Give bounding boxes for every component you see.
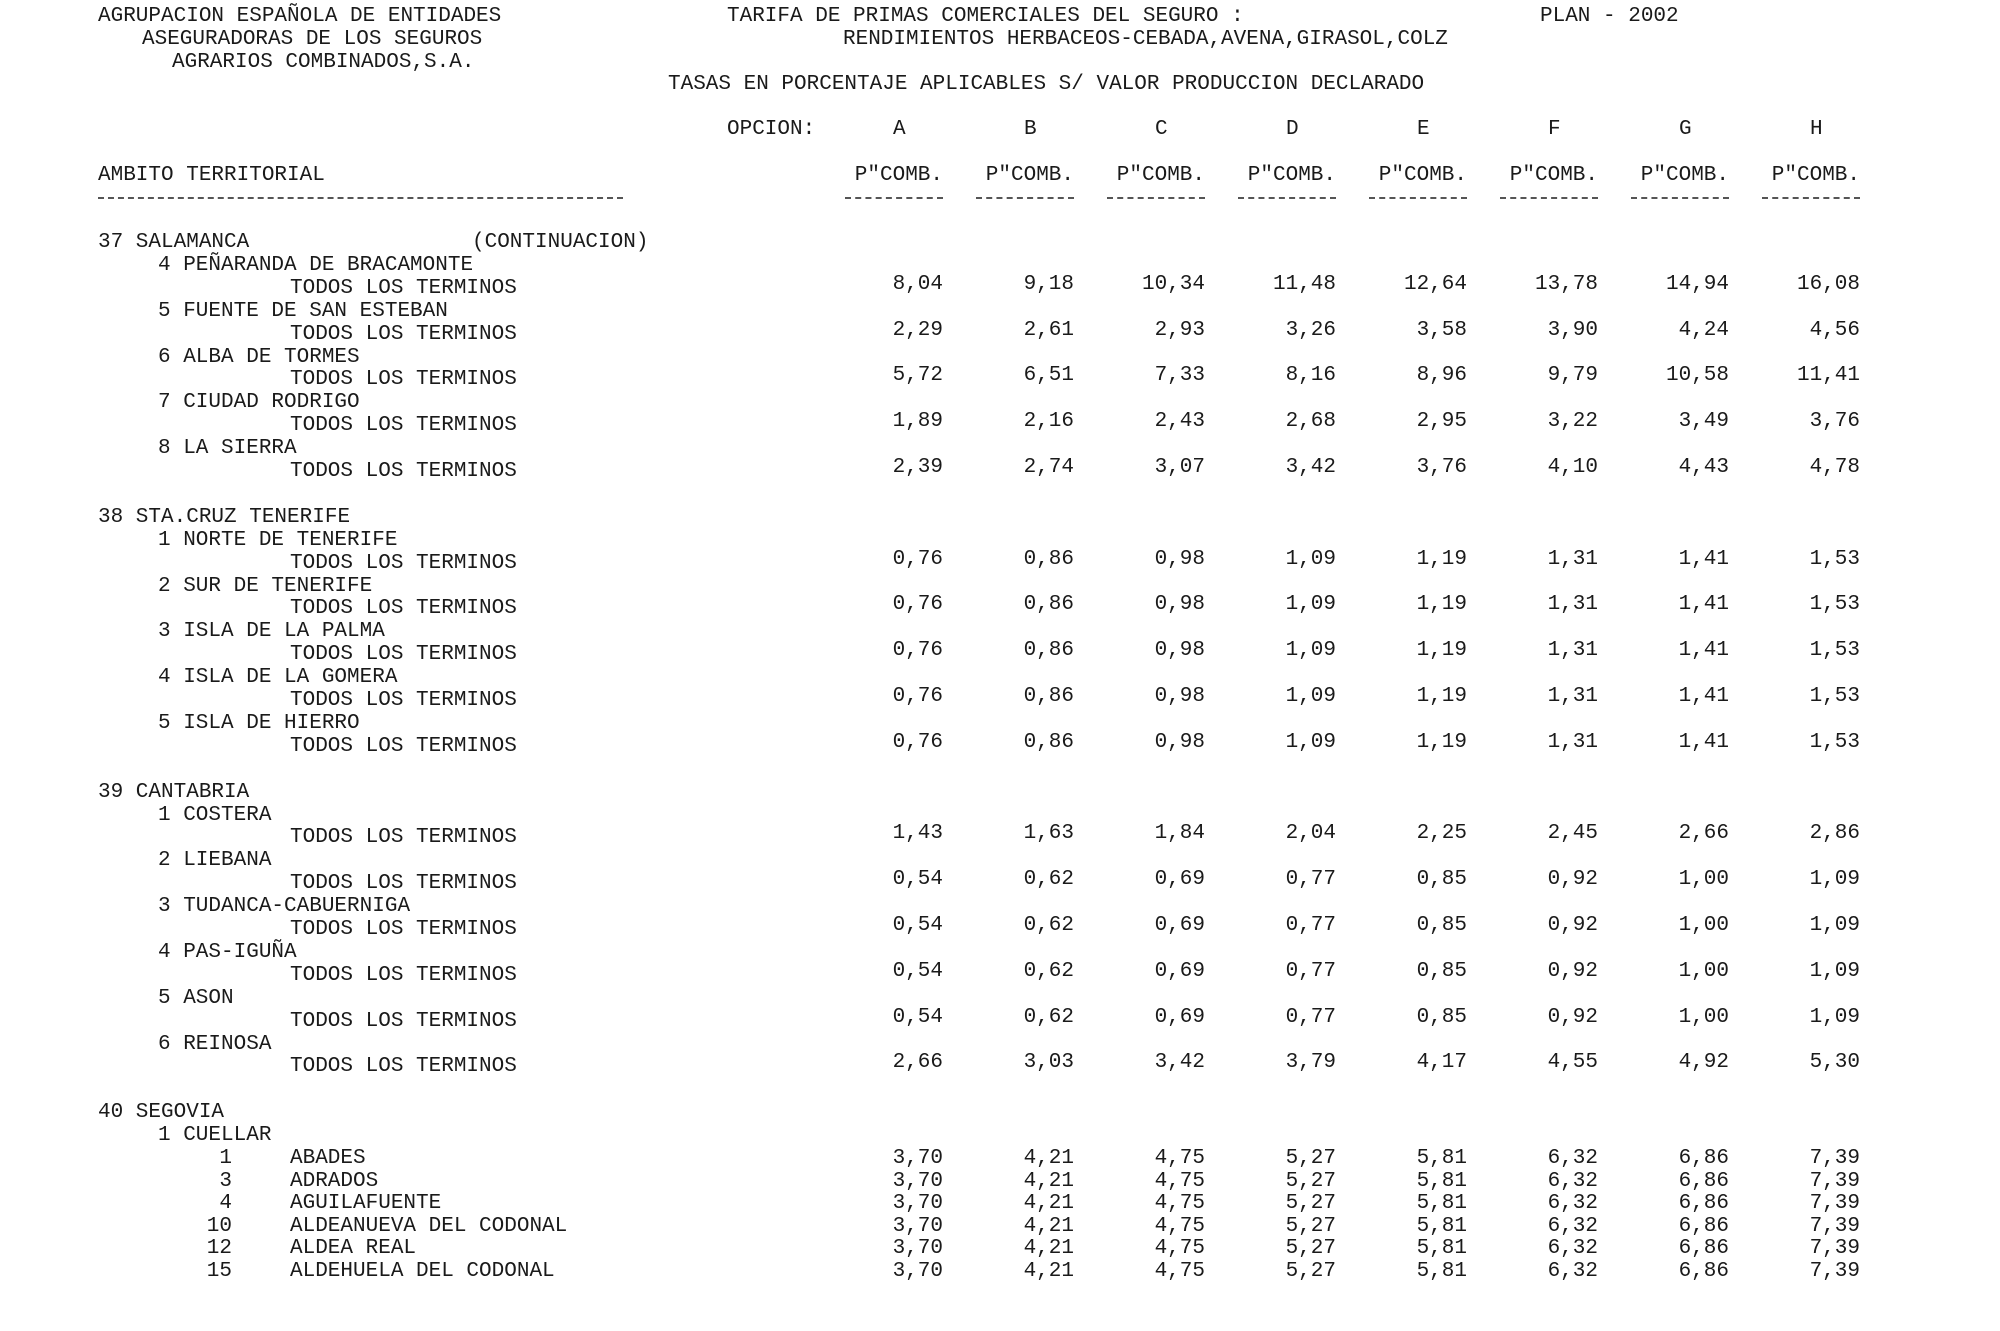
rate-c: 4,75 [1154,1237,1205,1261]
rate-b: 6,51 [1023,364,1074,388]
rate-a: 3,70 [892,1147,943,1170]
municipality-name: ALDEANUEVA DEL CODONAL [290,1214,568,1238]
rate-c: 0,69 [1154,914,1205,937]
rate-h: 1,53 [1809,593,1860,617]
rate-g: 14,94 [1665,272,1729,296]
rate-f: 6,32 [1547,1237,1598,1261]
rate-b: 4,21 [1023,1260,1074,1283]
rate-g: 6,86 [1678,1237,1729,1261]
rate-a: 3,70 [892,1169,943,1193]
comarca-heading: 1 NORTE DE TENERIFE [158,528,398,552]
org-name-line3: AGRARIOS COMBINADOS,S.A. [172,51,475,74]
rate-e: 2,25 [1416,822,1467,846]
rate-g: 6,86 [1678,1192,1729,1216]
option-letter-b: B [1024,118,1037,141]
rate-c: 0,69 [1154,1005,1205,1029]
rate-d: 5,27 [1285,1214,1336,1238]
rate-a: 3,70 [892,1192,943,1216]
rate-d: 1,09 [1285,730,1336,754]
rate-b: 0,86 [1023,685,1074,708]
rate-g: 2,66 [1678,822,1729,846]
comarca-heading: 4 ISLA DE LA GOMERA [158,666,398,690]
todos-los-terminos-label: TODOS LOS TERMINOS [290,460,517,483]
rate-a: 0,76 [892,639,943,663]
rate-g: 6,86 [1678,1214,1729,1238]
rate-b: 3,03 [1023,1051,1074,1075]
province-heading: 37 SALAMANCA [98,231,250,254]
rate-h: 4,78 [1809,456,1860,479]
option-letter-d: D [1286,118,1299,141]
rate-h: 7,39 [1809,1214,1860,1238]
rate-g: 1,00 [1678,868,1729,892]
rate-b: 2,61 [1023,318,1074,342]
province-heading: 39 CANTABRIA [98,780,250,804]
rate-f: 9,79 [1547,364,1598,388]
rate-a: 0,54 [892,914,943,937]
rate-b: 0,86 [1023,730,1074,754]
rate-g: 3,49 [1678,410,1729,434]
rate-f: 4,55 [1547,1051,1598,1075]
rate-g: 1,41 [1678,685,1729,708]
rate-a: 1,43 [892,822,943,846]
rate-b: 0,62 [1023,1005,1074,1029]
rate-a: 0,76 [892,593,943,617]
todos-los-terminos-label: TODOS LOS TERMINOS [290,414,517,438]
todos-los-terminos-label: TODOS LOS TERMINOS [290,1055,517,1079]
municipality-code: 12 [206,1237,232,1261]
todos-los-terminos-label: TODOS LOS TERMINOS [290,872,517,896]
tariff-title: TARIFA DE PRIMAS COMERCIALES DEL SEGURO : [727,5,1244,28]
comarca-heading: 4 PAS-IGUÑA [158,940,297,964]
rate-d: 1,09 [1285,685,1336,708]
column-header-b: P"COMB. [985,164,1074,187]
rate-a: 3,70 [892,1237,943,1261]
rate-h: 11,41 [1796,364,1860,388]
rate-f: 13,78 [1534,272,1598,296]
municipality-name: ADRADOS [290,1169,379,1193]
rate-c: 4,75 [1154,1169,1205,1193]
rate-b: 0,62 [1023,959,1074,983]
comarca-heading: 1 CUELLAR [158,1124,272,1148]
rate-d: 3,26 [1285,318,1336,342]
rate-e: 1,19 [1416,730,1467,754]
rate-h: 1,09 [1809,1005,1860,1029]
todos-los-terminos-label: TODOS LOS TERMINOS [290,826,517,850]
rate-f: 3,90 [1547,318,1598,342]
rate-d: 2,68 [1285,410,1336,434]
rate-f: 6,32 [1547,1147,1598,1170]
municipality-code: 4 [219,1192,232,1216]
rate-g: 4,43 [1678,456,1729,479]
column-header-c: P"COMB. [1116,164,1205,187]
rate-f: 1,31 [1547,593,1598,617]
rate-f: 6,32 [1547,1192,1598,1216]
rate-f: 6,32 [1547,1214,1598,1238]
rate-c: 10,34 [1141,272,1205,296]
rate-e: 2,95 [1416,410,1467,434]
continuation-label: (CONTINUACION) [472,231,649,254]
rate-h: 1,53 [1809,685,1860,708]
rate-h: 7,39 [1809,1147,1860,1170]
rate-b: 4,21 [1023,1192,1074,1216]
rate-h: 7,39 [1809,1260,1860,1283]
rate-e: 1,19 [1416,593,1467,617]
todos-los-terminos-label: TODOS LOS TERMINOS [290,643,517,667]
province-heading: 40 SEGOVIA [98,1101,225,1125]
rate-d: 1,09 [1285,639,1336,663]
rate-d: 11,48 [1272,272,1336,296]
rate-a: 5,72 [892,364,943,388]
rate-d: 5,27 [1285,1260,1336,1283]
municipality-name: AGUILAFUENTE [290,1192,442,1216]
rate-b: 0,62 [1023,914,1074,937]
rate-h: 5,30 [1809,1051,1860,1075]
todos-los-terminos-label: TODOS LOS TERMINOS [290,322,517,346]
municipality-name: ALDEA REAL [290,1237,417,1261]
rate-c: 0,98 [1154,685,1205,708]
rate-g: 4,92 [1678,1051,1729,1075]
crop-description: RENDIMIENTOS HERBACEOS-CEBADA,AVENA,GIRASOL,COLZ [843,28,1448,51]
column-header-a: P"COMB. [854,164,943,187]
rate-a: 0,54 [892,868,943,892]
rate-g: 1,00 [1678,1005,1729,1029]
rate-f: 6,32 [1547,1169,1598,1193]
rate-a: 3,70 [892,1260,943,1283]
column-header-g: P"COMB. [1640,164,1729,187]
rate-h: 3,76 [1809,410,1860,434]
rate-a: 2,39 [892,456,943,479]
rate-e: 5,81 [1416,1260,1467,1283]
comarca-heading: 3 TUDANCA-CABUERNIGA [158,895,411,919]
rate-b: 0,86 [1023,593,1074,617]
rate-a: 0,54 [892,959,943,983]
rate-g: 1,41 [1678,730,1729,754]
rate-f: 0,92 [1547,959,1598,983]
rate-c: 4,75 [1154,1214,1205,1238]
rate-g: 1,41 [1678,547,1729,571]
rate-d: 0,77 [1285,868,1336,892]
rate-f: 0,92 [1547,868,1598,892]
rate-a: 0,54 [892,1005,943,1029]
rate-h: 4,56 [1809,318,1860,342]
rate-e: 0,85 [1416,1005,1467,1029]
todos-los-terminos-label: TODOS LOS TERMINOS [290,597,517,621]
rate-g: 1,41 [1678,639,1729,663]
comarca-heading: 3 ISLA DE LA PALMA [158,620,385,644]
comarca-heading: 5 ASON [158,986,234,1010]
rate-f: 2,45 [1547,822,1598,846]
comarca-heading: 2 LIEBANA [158,849,272,873]
rate-e: 5,81 [1416,1169,1467,1193]
todos-los-terminos-label: TODOS LOS TERMINOS [290,689,517,712]
todos-los-terminos-label: TODOS LOS TERMINOS [290,551,517,575]
rate-d: 3,79 [1285,1051,1336,1075]
rate-h: 7,39 [1809,1169,1860,1193]
rate-f: 1,31 [1547,639,1598,663]
option-label: OPCION: [727,118,816,141]
rate-a: 2,29 [892,318,943,342]
rate-g: 6,86 [1678,1147,1729,1170]
rate-f: 1,31 [1547,547,1598,571]
municipality-code: 10 [206,1214,232,1238]
rate-a: 2,66 [892,1051,943,1075]
rate-d: 0,77 [1285,959,1336,983]
rate-e: 1,19 [1416,685,1467,708]
rate-d: 2,04 [1285,822,1336,846]
rate-f: 6,32 [1547,1260,1598,1283]
rate-g: 4,24 [1678,318,1729,342]
option-letter-f: F [1548,118,1561,141]
rate-h: 1,53 [1809,639,1860,663]
todos-los-terminos-label: TODOS LOS TERMINOS [290,963,517,987]
rate-b: 2,74 [1023,456,1074,479]
rate-g: 1,00 [1678,959,1729,983]
rate-c: 3,42 [1154,1051,1205,1075]
todos-los-terminos-label: TODOS LOS TERMINOS [290,734,517,758]
rate-f: 1,31 [1547,730,1598,754]
rate-c: 0,98 [1154,593,1205,617]
rate-d: 5,27 [1285,1192,1336,1216]
rate-c: 4,75 [1154,1260,1205,1283]
rate-c: 4,75 [1154,1192,1205,1216]
rate-e: 8,96 [1416,364,1467,388]
rate-d: 5,27 [1285,1147,1336,1170]
rate-g: 10,58 [1665,364,1729,388]
org-name-line1: AGRUPACION ESPAÑOLA DE ENTIDADES [98,5,502,28]
rate-h: 7,39 [1809,1237,1860,1261]
rate-h: 2,86 [1809,822,1860,846]
rate-b: 4,21 [1023,1147,1074,1170]
rate-h: 1,53 [1809,730,1860,754]
municipality-code: 1 [219,1147,232,1170]
option-letter-c: C [1155,118,1168,141]
rate-b: 4,21 [1023,1237,1074,1261]
comarca-heading: 5 FUENTE DE SAN ESTEBAN [158,299,448,323]
column-header-h: P"COMB. [1771,164,1860,187]
comarca-heading: 8 LA SIERRA [158,437,297,461]
org-name-line2: ASEGURADORAS DE LOS SEGUROS [142,28,483,51]
province-heading: 38 STA.CRUZ TENERIFE [98,505,351,529]
rate-d: 1,09 [1285,547,1336,571]
rate-c: 0,69 [1154,868,1205,892]
comarca-heading: 7 CIUDAD RODRIGO [158,391,360,415]
rate-d: 3,42 [1285,456,1336,479]
todos-los-terminos-label: TODOS LOS TERMINOS [290,276,517,300]
comarca-heading: 5 ISLA DE HIERRO [158,711,360,735]
rate-f: 0,92 [1547,1005,1598,1029]
municipality-name: ABADES [290,1147,366,1170]
rate-h: 16,08 [1796,272,1860,296]
rate-c: 1,84 [1154,822,1205,846]
ambito-territorial-label: AMBITO TERRITORIAL [98,164,325,187]
municipality-name: ALDEHUELA DEL CODONAL [290,1260,555,1283]
rate-f: 1,31 [1547,685,1598,708]
rate-d: 0,77 [1285,1005,1336,1029]
rate-f: 0,92 [1547,914,1598,937]
rate-e: 3,76 [1416,456,1467,479]
rate-e: 4,17 [1416,1051,1467,1075]
rate-b: 4,21 [1023,1169,1074,1193]
column-header-e: P"COMB. [1378,164,1467,187]
rate-e: 5,81 [1416,1237,1467,1261]
rate-d: 1,09 [1285,593,1336,617]
rate-e: 5,81 [1416,1147,1467,1170]
rate-d: 5,27 [1285,1169,1336,1193]
rate-e: 3,58 [1416,318,1467,342]
rate-a: 0,76 [892,730,943,754]
rate-b: 0,62 [1023,868,1074,892]
column-header-d: P"COMB. [1247,164,1336,187]
rate-g: 6,86 [1678,1260,1729,1283]
rate-e: 0,85 [1416,914,1467,937]
rate-c: 0,69 [1154,959,1205,983]
rate-h: 1,53 [1809,547,1860,571]
rate-a: 3,70 [892,1214,943,1238]
rate-c: 0,98 [1154,730,1205,754]
todos-los-terminos-label: TODOS LOS TERMINOS [290,1009,517,1033]
municipality-code: 3 [219,1169,232,1193]
rate-h: 1,09 [1809,868,1860,892]
comarca-heading: 2 SUR DE TENERIFE [158,574,373,598]
plan-label: PLAN - 2002 [1540,5,1679,28]
rate-a: 0,76 [892,685,943,708]
rate-e: 1,19 [1416,639,1467,663]
rates-description: TASAS EN PORCENTAJE APLICABLES S/ VALOR PRODUCCION DECLARADO [668,73,1425,96]
option-letter-h: H [1810,118,1823,141]
rate-b: 4,21 [1023,1214,1074,1238]
rate-a: 1,89 [892,410,943,434]
comarca-heading: 1 COSTERA [158,803,272,827]
rate-h: 1,09 [1809,914,1860,937]
rate-e: 12,64 [1403,272,1467,296]
rate-c: 4,75 [1154,1147,1205,1170]
rate-c: 2,93 [1154,318,1205,342]
comarca-heading: 6 ALBA DE TORMES [158,345,360,369]
rate-e: 0,85 [1416,868,1467,892]
rate-e: 0,85 [1416,959,1467,983]
rate-b: 9,18 [1023,272,1074,296]
rate-c: 0,98 [1154,547,1205,571]
rate-d: 0,77 [1285,914,1336,937]
option-letter-a: A [893,118,906,141]
rate-a: 8,04 [892,272,943,296]
column-header-f: P"COMB. [1509,164,1598,187]
rate-c: 2,43 [1154,410,1205,434]
rate-f: 3,22 [1547,410,1598,434]
comarca-heading: 4 PEÑARANDA DE BRACAMONTE [158,253,474,277]
rate-e: 1,19 [1416,547,1467,571]
rate-g: 1,00 [1678,914,1729,937]
rate-c: 3,07 [1154,456,1205,479]
todos-los-terminos-label: TODOS LOS TERMINOS [290,918,517,941]
todos-los-terminos-label: TODOS LOS TERMINOS [290,368,517,392]
rate-b: 2,16 [1023,410,1074,434]
rate-c: 0,98 [1154,639,1205,663]
comarca-heading: 6 REINOSA [158,1032,272,1056]
rate-d: 8,16 [1285,364,1336,388]
rate-a: 0,76 [892,547,943,571]
municipality-code: 15 [206,1260,232,1283]
option-letter-g: G [1679,118,1692,141]
rate-b: 0,86 [1023,547,1074,571]
rate-e: 5,81 [1416,1214,1467,1238]
rate-e: 5,81 [1416,1192,1467,1216]
rate-g: 1,41 [1678,593,1729,617]
rate-b: 1,63 [1023,822,1074,846]
rate-h: 7,39 [1809,1192,1860,1216]
rate-g: 6,86 [1678,1169,1729,1193]
rate-b: 0,86 [1023,639,1074,663]
rate-d: 5,27 [1285,1237,1336,1261]
rate-h: 1,09 [1809,959,1860,983]
rate-f: 4,10 [1547,456,1598,479]
rate-c: 7,33 [1154,364,1205,388]
option-letter-e: E [1417,118,1430,141]
